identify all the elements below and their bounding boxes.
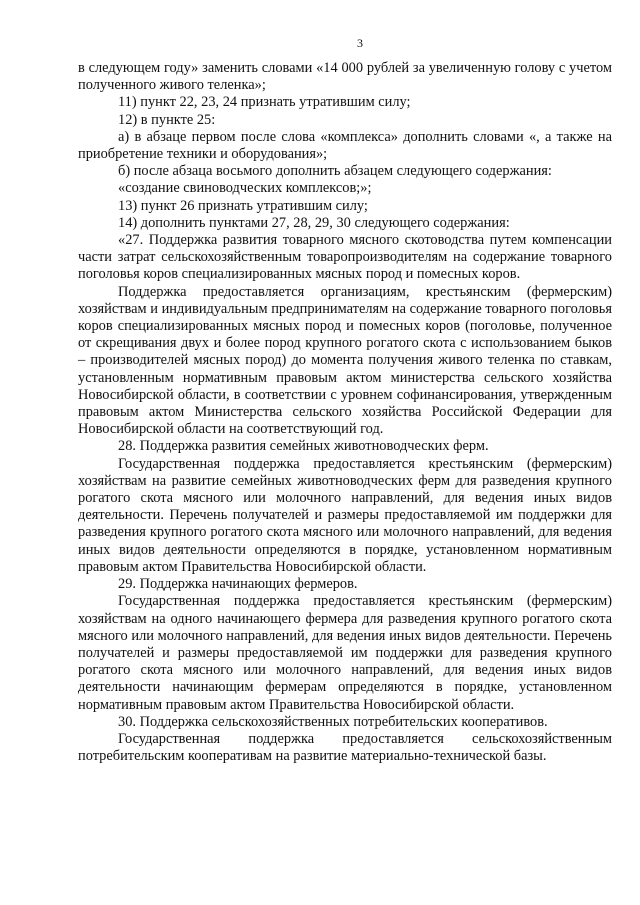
paragraph: в следующем году» заменить словами «14 000 рублей за увеличенную голову с учетом полученного живого теленка»; [78, 60, 612, 94]
paragraph: 14) дополнить пунктами 27, 28, 29, 30 следующего содержания: [118, 214, 510, 231]
paragraph: 12) в пункте 25: [118, 111, 216, 128]
paragraph: б) после абзаца восьмого дополнить абзацем следующего содержания: [118, 163, 552, 180]
paragraph: 13) пункт 26 признать утратившим силу; [118, 197, 368, 214]
paragraph: Государственная поддержка предоставляется сельскохозяйственным потребительским кооперативам на развитие материально-технической базы. [78, 730, 612, 765]
paragraph: «создание свиноводческих комплексов;»; [118, 180, 372, 197]
paragraph: «27. Поддержка развития товарного мясного скотоводства путем компенсации части затрат сельскохозяйственным товаропроизводителям на содержание товарного поголовья коров специализированных мясных пород и помесных коров. [78, 232, 612, 283]
document-body [78, 60, 612, 765]
paragraph: а) в абзаце первом после слова «комплекса» дополнить словами «, а также на приобретение техники и оборудования»; [78, 128, 612, 163]
paragraph: 29. Поддержка начинающих фермеров. [118, 576, 358, 593]
paragraph: 11) пункт 22, 23, 24 признать утратившим силу; [118, 94, 411, 111]
paragraph: Государственная поддержка предоставляется крестьянским (фермерским) хозяйствам на одного начинающего фермера для разведения крупного рогатого скота мясного или молочного направлений, для ведения иных видов деятельности. Перечень получателей и размеры предоставляемой им поддержки для разведения крупного рогатого скота мясного или молочного направлений, для ведения иных видов деятельности начинающим фермерам определяются в порядке, установленном нормативным правовым актом Правительства Новосибирской области. [78, 593, 612, 713]
page-number: 3 [357, 36, 363, 50]
paragraph: Поддержка предоставляется организациям, крестьянским (фермерским) хозяйствам и индивидуальным предпринимателям на содержание товарного поголовья коров специализированных мясных пород и помесных коров (поголовье, полученное от скрещивания двух и более пород крупного рогатого скота с использованием быков – производителей мясных пород) до момента получения живого теленка по ставкам, установленным нормативным правовым актом министерства сельского хозяйства Новосибирской области, в соответствии с уровнем софинансирования, утвержденным правовым актом Министерства сельского хозяйства Российской Федерации для Новосибирской области на соответствующий год. [78, 283, 612, 438]
paragraph: 28. Поддержка развития семейных животноводческих ферм. [118, 438, 489, 455]
paragraph: 30. Поддержка сельскохозяйственных потребительских кооперативов. [118, 713, 548, 730]
paragraph: Государственная поддержка предоставляется крестьянским (фермерским) хозяйствам на развитие семейных животноводческих ферм для разведения крупного рогатого скота мясного или молочного направлений, для ведения иных видов деятельности. Перечень получателей и размеры предоставляемой им поддержки для разведения крупного рогатого скота мясного или молочного направлений, для ведения иных видов деятельности определяются в порядке, установленном нормативным правовым актом Правительства Новосибирской области. [78, 455, 612, 575]
